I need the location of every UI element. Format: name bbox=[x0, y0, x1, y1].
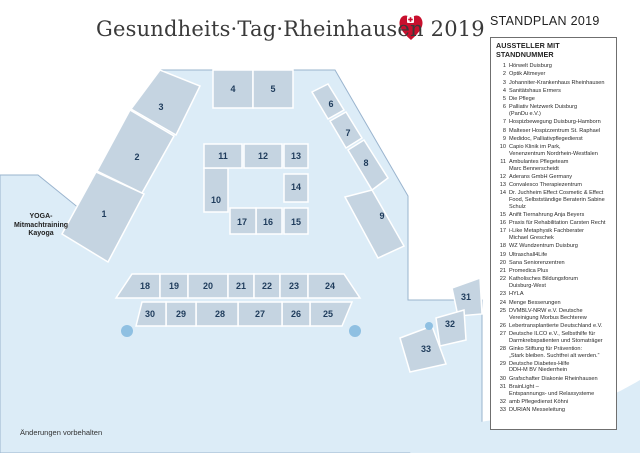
stand-number-label: 7 bbox=[345, 128, 351, 138]
stand-number-label: 3 bbox=[158, 102, 164, 112]
legend-entry-number: 21 bbox=[499, 268, 506, 275]
stand-number-label: 15 bbox=[290, 217, 302, 227]
legend-entry bbox=[496, 276, 613, 289]
stand-number-label: 2 bbox=[134, 152, 140, 162]
legend-entry-number: 25 bbox=[499, 307, 506, 314]
legend-entry bbox=[496, 88, 613, 95]
stand-number-label: 19 bbox=[168, 281, 180, 291]
stand-number-label: 13 bbox=[290, 151, 302, 161]
legend-entry-number: 20 bbox=[499, 259, 506, 266]
stand-number-label: 26 bbox=[290, 309, 302, 319]
legend-entry-number: 2 bbox=[502, 71, 506, 78]
legend-entry-text: i-Like Metaphysik Fachberater Michael Greschek bbox=[509, 228, 584, 242]
legend-entry bbox=[496, 63, 613, 70]
stand-number-label: 25 bbox=[322, 309, 334, 319]
legend-entry-number: 22 bbox=[499, 276, 506, 283]
legend-entry-number: 33 bbox=[499, 407, 506, 414]
stand-number-label: 1 bbox=[101, 209, 107, 219]
legend-entry-number: 12 bbox=[499, 173, 506, 180]
stand-number-label: 12 bbox=[257, 151, 269, 161]
stand-number-label: 33 bbox=[420, 344, 432, 354]
legend-entry-text: Malteser Hospizzentrum St. Raphael bbox=[509, 127, 601, 134]
legend-entry-text: Ultraschall4Life bbox=[509, 251, 548, 258]
hall-outline bbox=[0, 70, 482, 453]
legend-entry bbox=[496, 308, 613, 321]
legend-entry bbox=[496, 228, 613, 241]
stand-number-label: 4 bbox=[230, 84, 236, 94]
legend-entry-number: 8 bbox=[502, 127, 506, 134]
stand-number-label: 30 bbox=[144, 309, 156, 319]
stand-number-label: 24 bbox=[324, 281, 336, 291]
legend-entry-text: Ginko Stiftung für Prävention: „Stark bleiben. Suchtfrei alt werden.“ bbox=[509, 345, 600, 359]
legend-entry-text: Sanitätshaus Ermers bbox=[509, 87, 561, 94]
stand-10 bbox=[204, 168, 228, 212]
legend-entry-number: 11 bbox=[500, 159, 506, 165]
stand-number-label: 5 bbox=[270, 84, 276, 94]
legend-entry-text: Capio Klinik im Park, Venenzentrum Nordrhein-Westfalen bbox=[509, 144, 598, 157]
stand-number-label: 14 bbox=[290, 182, 302, 192]
legend-entry-text: Convalesco Therapiezentrum bbox=[509, 182, 582, 189]
legend-entry-text: Optik Altmeyer bbox=[509, 71, 546, 78]
legend-entry-number: 5 bbox=[502, 96, 506, 103]
legend-entry bbox=[496, 144, 613, 157]
legend-entry bbox=[496, 268, 613, 275]
stand-number-label: 8 bbox=[363, 158, 369, 168]
legend-entry bbox=[496, 190, 613, 210]
legend-entry-number: 15 bbox=[499, 211, 506, 218]
legend-entry-number: 7 bbox=[502, 119, 506, 126]
legend-entry-text: DURIAN Messeleitung bbox=[509, 407, 565, 414]
legend-entry-number: 14 bbox=[499, 190, 506, 197]
stand-number-label: 29 bbox=[175, 309, 187, 319]
legend-entry-number: 1 bbox=[502, 63, 506, 69]
legend-entry bbox=[496, 291, 613, 298]
stand-number-label: 17 bbox=[236, 217, 248, 227]
page-title: Gesundheits·Tag·Rheinhausen 2019 bbox=[96, 17, 485, 41]
legend-entry bbox=[496, 212, 613, 219]
legend-entry-text: Deutsche ILCO e.V., Selbsthilfe für Darmkrebspatienten und Stomaträger bbox=[509, 331, 603, 344]
legend-entry-number: 23 bbox=[499, 291, 506, 298]
legend-entry-number: 13 bbox=[499, 182, 506, 189]
legend-entry-number: 27 bbox=[499, 331, 506, 338]
stand-number-label: 23 bbox=[288, 281, 300, 291]
legend-entry-text: Dr. Juchheim Effect Cosmetic & Effect Food, Selbstständige Beraterin Sabine Schulz bbox=[509, 190, 605, 210]
legend-entry bbox=[496, 407, 613, 414]
legend-entry-number: 26 bbox=[499, 322, 506, 329]
footer-note: Änderungen vorbehalten bbox=[20, 428, 103, 437]
legend-entry bbox=[496, 323, 613, 330]
legend-heading: AUSSTELLER MIT STANDNUMMER bbox=[496, 41, 560, 59]
legend-entry-number: 28 bbox=[499, 345, 506, 352]
legend-entry-number: 4 bbox=[502, 87, 506, 94]
legend-entry-text: Medidoc, Palliativpflegedienst bbox=[509, 135, 583, 142]
stand-number-label: 21 bbox=[235, 281, 247, 291]
stand-number-label: 16 bbox=[262, 217, 274, 227]
legend-entry-number: 32 bbox=[499, 398, 506, 405]
legend-entry-text: Johanniter-Krankenhaus Rheinhausen bbox=[509, 79, 605, 86]
legend-entry-text: Ambulantes Pflegeteam Marc Bennerscheidt bbox=[509, 159, 569, 172]
yoga-area-label: YOGA- Mitmachtraining Kayoga bbox=[13, 213, 69, 237]
pillar-lower-right bbox=[425, 322, 433, 330]
legend-entry bbox=[496, 376, 613, 383]
stand-number-label: 22 bbox=[261, 281, 273, 291]
legend-entry-text: Aderans GmbH Germany bbox=[509, 173, 573, 180]
stand-number-label: 18 bbox=[139, 281, 151, 291]
legend-entry-text: BrainLight – Entspannungs- und Relaxsysteme bbox=[509, 383, 595, 397]
legend-entry-text: Promedica Plus bbox=[509, 268, 549, 275]
stand-number-label: 6 bbox=[328, 99, 334, 109]
legend-entry-number: 10 bbox=[499, 144, 506, 151]
legend-entry-text: DVMBLV-NRW e.V. Deutsche Vereinigung Morbus Bechterew bbox=[509, 307, 587, 321]
legend-entry-number: 17 bbox=[499, 228, 506, 235]
legend-entry-number: 31 bbox=[499, 383, 506, 390]
legend-entry bbox=[496, 260, 613, 267]
legend-entry bbox=[496, 243, 613, 250]
legend-entry-text: Praxis für Rehabilitation Carsten Recht bbox=[509, 220, 606, 227]
legend-entry bbox=[496, 128, 613, 135]
legend-entry bbox=[496, 119, 613, 126]
legend-entry-text: Hörwelt Duisburg bbox=[509, 63, 552, 69]
legend-entry bbox=[496, 220, 613, 227]
legend-entry-text: Sana Seniorenzentren bbox=[509, 259, 565, 266]
legend-entry bbox=[496, 80, 613, 87]
legend-entry-number: 3 bbox=[502, 79, 506, 86]
legend-entry-text: Deutsche Diabetes-Hilfe DDH-M BV Niederrhein bbox=[509, 360, 570, 374]
legend-entry-number: 24 bbox=[499, 299, 506, 306]
legend-entry-number: 19 bbox=[499, 251, 506, 258]
legend-entry-text: WZ Wundzentrum Duisburg bbox=[509, 243, 578, 250]
legend-entry-text: Palliativ Netzwerk Duisburg (PanDu e.V.) bbox=[509, 104, 578, 117]
legend-entry-number: 6 bbox=[502, 104, 506, 111]
pillar-left bbox=[121, 325, 133, 337]
legend-entry-number: 9 bbox=[502, 135, 506, 142]
legend-entry bbox=[496, 331, 613, 344]
stand-number-label: 10 bbox=[210, 195, 222, 205]
exhibitor-legend bbox=[490, 37, 617, 430]
stand-number-label: 9 bbox=[379, 211, 385, 221]
stand-number-label: 27 bbox=[254, 309, 266, 319]
legend-list bbox=[496, 63, 613, 414]
legend-entry bbox=[496, 252, 613, 259]
legend-entry bbox=[496, 300, 613, 307]
legend-entry-text: Katholisches Bildungsforum Duisburg-West bbox=[509, 276, 579, 290]
legend-entry bbox=[496, 174, 613, 181]
legend-entry-text: Lebertransplantierte Deutschland e.V. bbox=[509, 322, 603, 329]
legend-entry bbox=[496, 361, 613, 374]
legend-entry bbox=[496, 159, 613, 172]
legend-entry-number: 29 bbox=[499, 360, 506, 367]
legend-entry bbox=[496, 104, 613, 117]
legend-entry bbox=[496, 399, 613, 406]
stand-number-label: 31 bbox=[460, 292, 472, 302]
legend-entry-number: 16 bbox=[499, 220, 506, 227]
standplan-title: STANDPLAN 2019 bbox=[490, 14, 600, 28]
stand-number-label: 11 bbox=[218, 151, 228, 161]
legend-entry-number: 30 bbox=[499, 375, 506, 382]
legend-entry-text: amb Pflegedienst Köhni bbox=[509, 398, 569, 405]
legend-entry bbox=[496, 384, 613, 397]
legend-entry-text: Die Pflege bbox=[509, 96, 535, 103]
legend-entry-text: Grafschafter Diakonie Rheinhausen bbox=[509, 375, 598, 382]
pillar-right bbox=[349, 325, 361, 337]
legend-entry bbox=[496, 71, 613, 78]
legend-entry bbox=[496, 96, 613, 103]
stand-number-label: 28 bbox=[214, 309, 226, 319]
legend-entry-number: 18 bbox=[499, 243, 506, 250]
legend-entry bbox=[496, 182, 613, 189]
stand-number-label: 32 bbox=[444, 319, 456, 329]
legend-entry-text: Hospizbewegung Duisburg-Hamborn bbox=[509, 119, 601, 126]
legend-entry bbox=[496, 136, 613, 143]
legend-entry-text: Menge Besserungen bbox=[509, 299, 561, 306]
legend-entry-text: HYLA bbox=[509, 291, 524, 298]
legend-entry-text: Anifit Tiernahrung Anja Beyers bbox=[509, 211, 585, 218]
stand-number-label: 20 bbox=[202, 281, 214, 291]
legend-entry bbox=[496, 346, 613, 359]
